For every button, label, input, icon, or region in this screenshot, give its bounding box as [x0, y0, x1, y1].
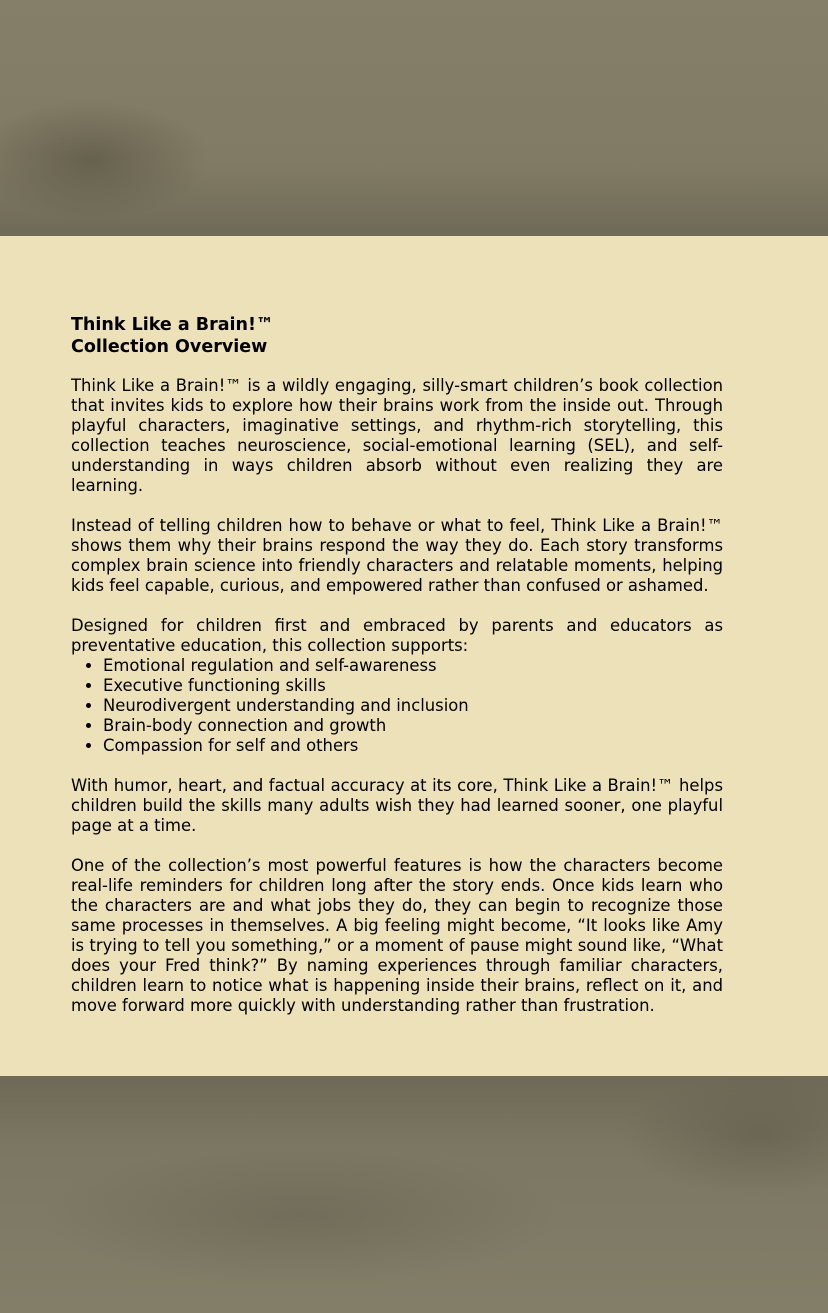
list-item: • Neurodivergent understanding and inclusion: [103, 696, 723, 716]
list-item: • Brain-body connection and growth: [103, 716, 723, 736]
approach-paragraph: Instead of telling children how to behave or what to feel, Think Like a Brain!™ shows them why their brains respond the way they do. Each story transforms complex brain science into friendly characters and relatable moments, helping kids feel capable, curious, and empowered rather than confused or ashamed.: [71, 516, 723, 595]
supports-list: [71, 656, 723, 756]
bottom-blurred-background: [0, 1076, 828, 1313]
supports-intro-paragraph: Designed for children first and embraced by parents and educators as preventative education, this collection supports:: [71, 616, 723, 655]
top-blurred-background: [0, 0, 828, 236]
document-title: [71, 314, 723, 358]
intro-paragraph: Think Like a Brain!™ is a wildly engaging, silly-smart children’s book collection that invites kids to explore how their brains work from the inside out. Through playful characters, imaginative settings, and rhythm-rich storytelling, this collection teaches neuroscience, social-emotional learning (SEL), and self-understanding in ways children absorb without even realizing they are learning.: [71, 376, 723, 495]
list-item: • Emotional regulation and self-awareness: [103, 656, 723, 676]
document-page: [0, 236, 828, 1076]
characters-paragraph: One of the collection’s most powerful features is how the characters become real-life reminders for children long after the story ends. Once kids learn who the characters are and what jobs they do, they can begin to recognize those same processes in themselves. A big feeling might become, “It looks like Amy is trying to tell you something,” or a moment of pause might sound like, “What does your Fred think?” By naming experiences through familiar characters, children learn to notice what is happening inside their brains, reflect on it, and move forward more quickly with understanding rather than frustration.: [71, 856, 723, 1015]
title-line-2: Collection Overview: [71, 337, 268, 357]
document-content: [71, 314, 723, 1036]
list-item: • Executive functioning skills: [103, 676, 723, 696]
title-line-1: Think Like a Brain!™: [71, 315, 274, 335]
humor-paragraph: With humor, heart, and factual accuracy at its core, Think Like a Brain!™ helps children build the skills many adults wish they had learned sooner, one playful page at a time.: [71, 776, 723, 835]
list-item: • Compassion for self and others: [103, 736, 723, 756]
